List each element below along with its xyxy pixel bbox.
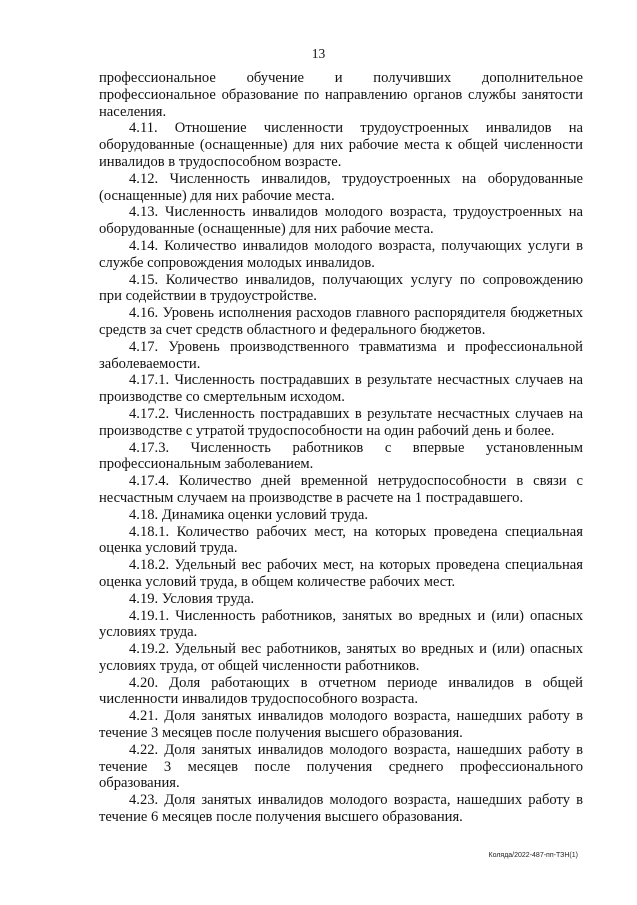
paragraph-4-18: 4.18. Динамика оценки условий труда. bbox=[129, 506, 368, 523]
paragraph-4-13: 4.13. Численность инвалидов молодого возраста, трудоустроенных на оборудованные (оснащенные) для них рабочие места. bbox=[99, 204, 583, 238]
paragraph-4-20: 4.20. Доля работающих в отчетном периоде инвалидов в общей численности инвалидов трудоспособного возраста. bbox=[99, 674, 583, 708]
document-body bbox=[99, 70, 583, 826]
paragraph-4-23: 4.23. Доля занятых инвалидов молодого возраста, нашедших работу в течение 6 месяцев после получения высшего образования. bbox=[99, 792, 583, 826]
paragraph-4-15: 4.15. Количество инвалидов, получающих услугу по сопровождению при содействии в трудоустройстве. bbox=[99, 271, 583, 305]
paragraph-4-12: 4.12. Численность инвалидов, трудоустроенных на оборудованные (оснащенные) для них рабочие места. bbox=[99, 170, 583, 204]
paragraph-4-17-3: 4.17.3. Численность работников с впервые установленным профессиональным заболеванием. bbox=[99, 439, 583, 473]
paragraph-4-21: 4.21. Доля занятых инвалидов молодого возраста, нашедших работу в течение 3 месяцев после получения высшего образования. bbox=[99, 708, 583, 742]
paragraph-4-17: 4.17. Уровень производственного травматизма и профессиональной заболеваемости. bbox=[99, 338, 583, 372]
paragraph-4-19-1: 4.19.1. Численность работников, занятых во вредных и (или) опасных условиях труда. bbox=[99, 607, 583, 641]
paragraph-4-17-4: 4.17.4. Количество дней временной нетрудоспособности в связи с несчастным случаем на производстве в расчете на 1 пострадавшего. bbox=[99, 473, 583, 506]
paragraph-4-18-1: 4.18.1. Количество рабочих мест, на которых проведена специальная оценка условий труда. bbox=[99, 523, 583, 557]
paragraph-4-19-2: 4.19.2. Удельный вес работников, занятых во вредных и (или) опасных условиях труда, от общей численности работников. bbox=[99, 641, 583, 674]
paragraph-4-11: 4.11. Отношение численности трудоустроенных инвалидов на оборудованные (оснащенные) для них рабочие места к общей численности инвалидов в трудоспособном возрасте. bbox=[99, 120, 583, 170]
paragraph-continuation: профессиональное обучение и получивших дополнительное профессиональное образование по направлению органов службы занятости населения. bbox=[99, 70, 583, 120]
paragraph-4-19: 4.19. Условия труда. bbox=[129, 590, 255, 607]
page-number: 13 bbox=[311, 46, 326, 61]
paragraph-4-17-1: 4.17.1. Численность пострадавших в результате несчастных случаев на производстве со смертельным исходом. bbox=[99, 372, 583, 406]
paragraph-4-14: 4.14. Количество инвалидов молодого возраста, получающих услуги в службе сопровождения молодых инвалидов. bbox=[99, 237, 583, 271]
paragraph-4-22: 4.22. Доля занятых инвалидов молодого возраста, нашедших работу в течение 3 месяцев после получения среднего профессионального образования. bbox=[99, 741, 583, 792]
paragraph-4-18-2: 4.18.2. Удельный вес рабочих мест, на которых проведена специальная оценка условий труда, в общем количестве рабочих мест. bbox=[99, 557, 583, 590]
footer-document-code: Коляда/2022-487-пп-ТЗН(1) bbox=[488, 852, 578, 859]
paragraph-4-17-2: 4.17.2. Численность пострадавших в результате несчастных случаев на производстве с утратой трудоспособности на один рабочий день и более. bbox=[99, 405, 583, 439]
paragraph-4-16: 4.16. Уровень исполнения расходов главного распорядителя бюджетных средств за счет средств областного и федерального бюджетов. bbox=[99, 305, 583, 338]
